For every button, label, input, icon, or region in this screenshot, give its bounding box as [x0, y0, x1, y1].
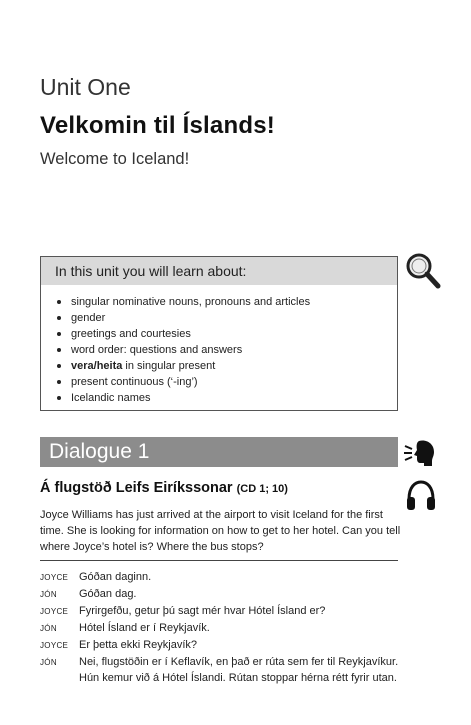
speech-text: Er þetta ekki Reykjavík?: [79, 639, 197, 651]
speech-text: Góðan dag.: [79, 588, 137, 600]
speaker-name: JÓN: [40, 624, 57, 633]
dialogue-line: [40, 569, 402, 586]
dialogue-heading: Dialogue 1: [40, 437, 398, 467]
headphones-icon: [405, 479, 437, 518]
divider: [40, 560, 398, 561]
page-title: Velkomin til Íslands!: [40, 112, 275, 139]
speech-text: Góðan daginn.: [79, 571, 152, 583]
dialogue-transcript: [40, 569, 402, 686]
unit-label: Unit One: [40, 74, 131, 100]
scene-title-text: Á flugstöð Leifs Eiríkssonar: [40, 480, 233, 496]
objective-item: greetings and courtesies: [57, 326, 397, 342]
speaker-name: JÓN: [40, 658, 57, 667]
learning-objectives-header: In this unit you will learn about:: [41, 257, 397, 285]
dialogue-line: [40, 603, 402, 620]
dialogue-intro: Joyce Williams has just arrived at the airport to visit Iceland for the first time. She is looking for information on how to get to her hotel. Can you tell where Joyce’s hotel is? Where the bus stops?: [40, 509, 401, 553]
speech-text: Hótel Ísland er í Reykjavík.: [79, 622, 210, 634]
speaker-name: JOYCE: [40, 573, 69, 582]
dialogue-line: [40, 637, 402, 654]
scene-title: [40, 480, 288, 496]
objective-item: present continuous (‘-ing’): [57, 374, 397, 390]
objective-item: word order: questions and answers: [57, 342, 397, 358]
dialogue-line: [40, 620, 402, 637]
speech-text: Nei, flugstöðin er í Keflavík, en það er rúta sem fer til Reykjavíkur. Hún kemur við á Hótel Íslandi. Rútan stoppar hérna rétt fyrir utan.: [79, 656, 399, 684]
dialogue-line: [40, 586, 402, 603]
learning-objectives-box: [40, 256, 398, 411]
speaker-name: JÓN: [40, 590, 57, 599]
objective-item: Icelandic names: [57, 390, 397, 406]
speaking-head-icon: [403, 437, 437, 474]
speech-text: Fyrirgefðu, getur þú sagt mér hvar Hótel Ísland er?: [79, 605, 326, 617]
cd-track-label: (CD 1; 10): [236, 483, 288, 495]
objective-item: gender: [57, 310, 397, 326]
objective-item: vera/heita in singular present: [57, 358, 397, 374]
learning-objectives-list: [41, 294, 397, 406]
magnifying-glass-icon: [405, 252, 441, 295]
dialogue-line: [40, 654, 402, 686]
page-subtitle: Welcome to Iceland!: [40, 150, 190, 168]
speaker-name: JOYCE: [40, 607, 69, 616]
speaker-name: JOYCE: [40, 641, 69, 650]
objective-item: singular nominative nouns, pronouns and articles: [57, 294, 397, 310]
